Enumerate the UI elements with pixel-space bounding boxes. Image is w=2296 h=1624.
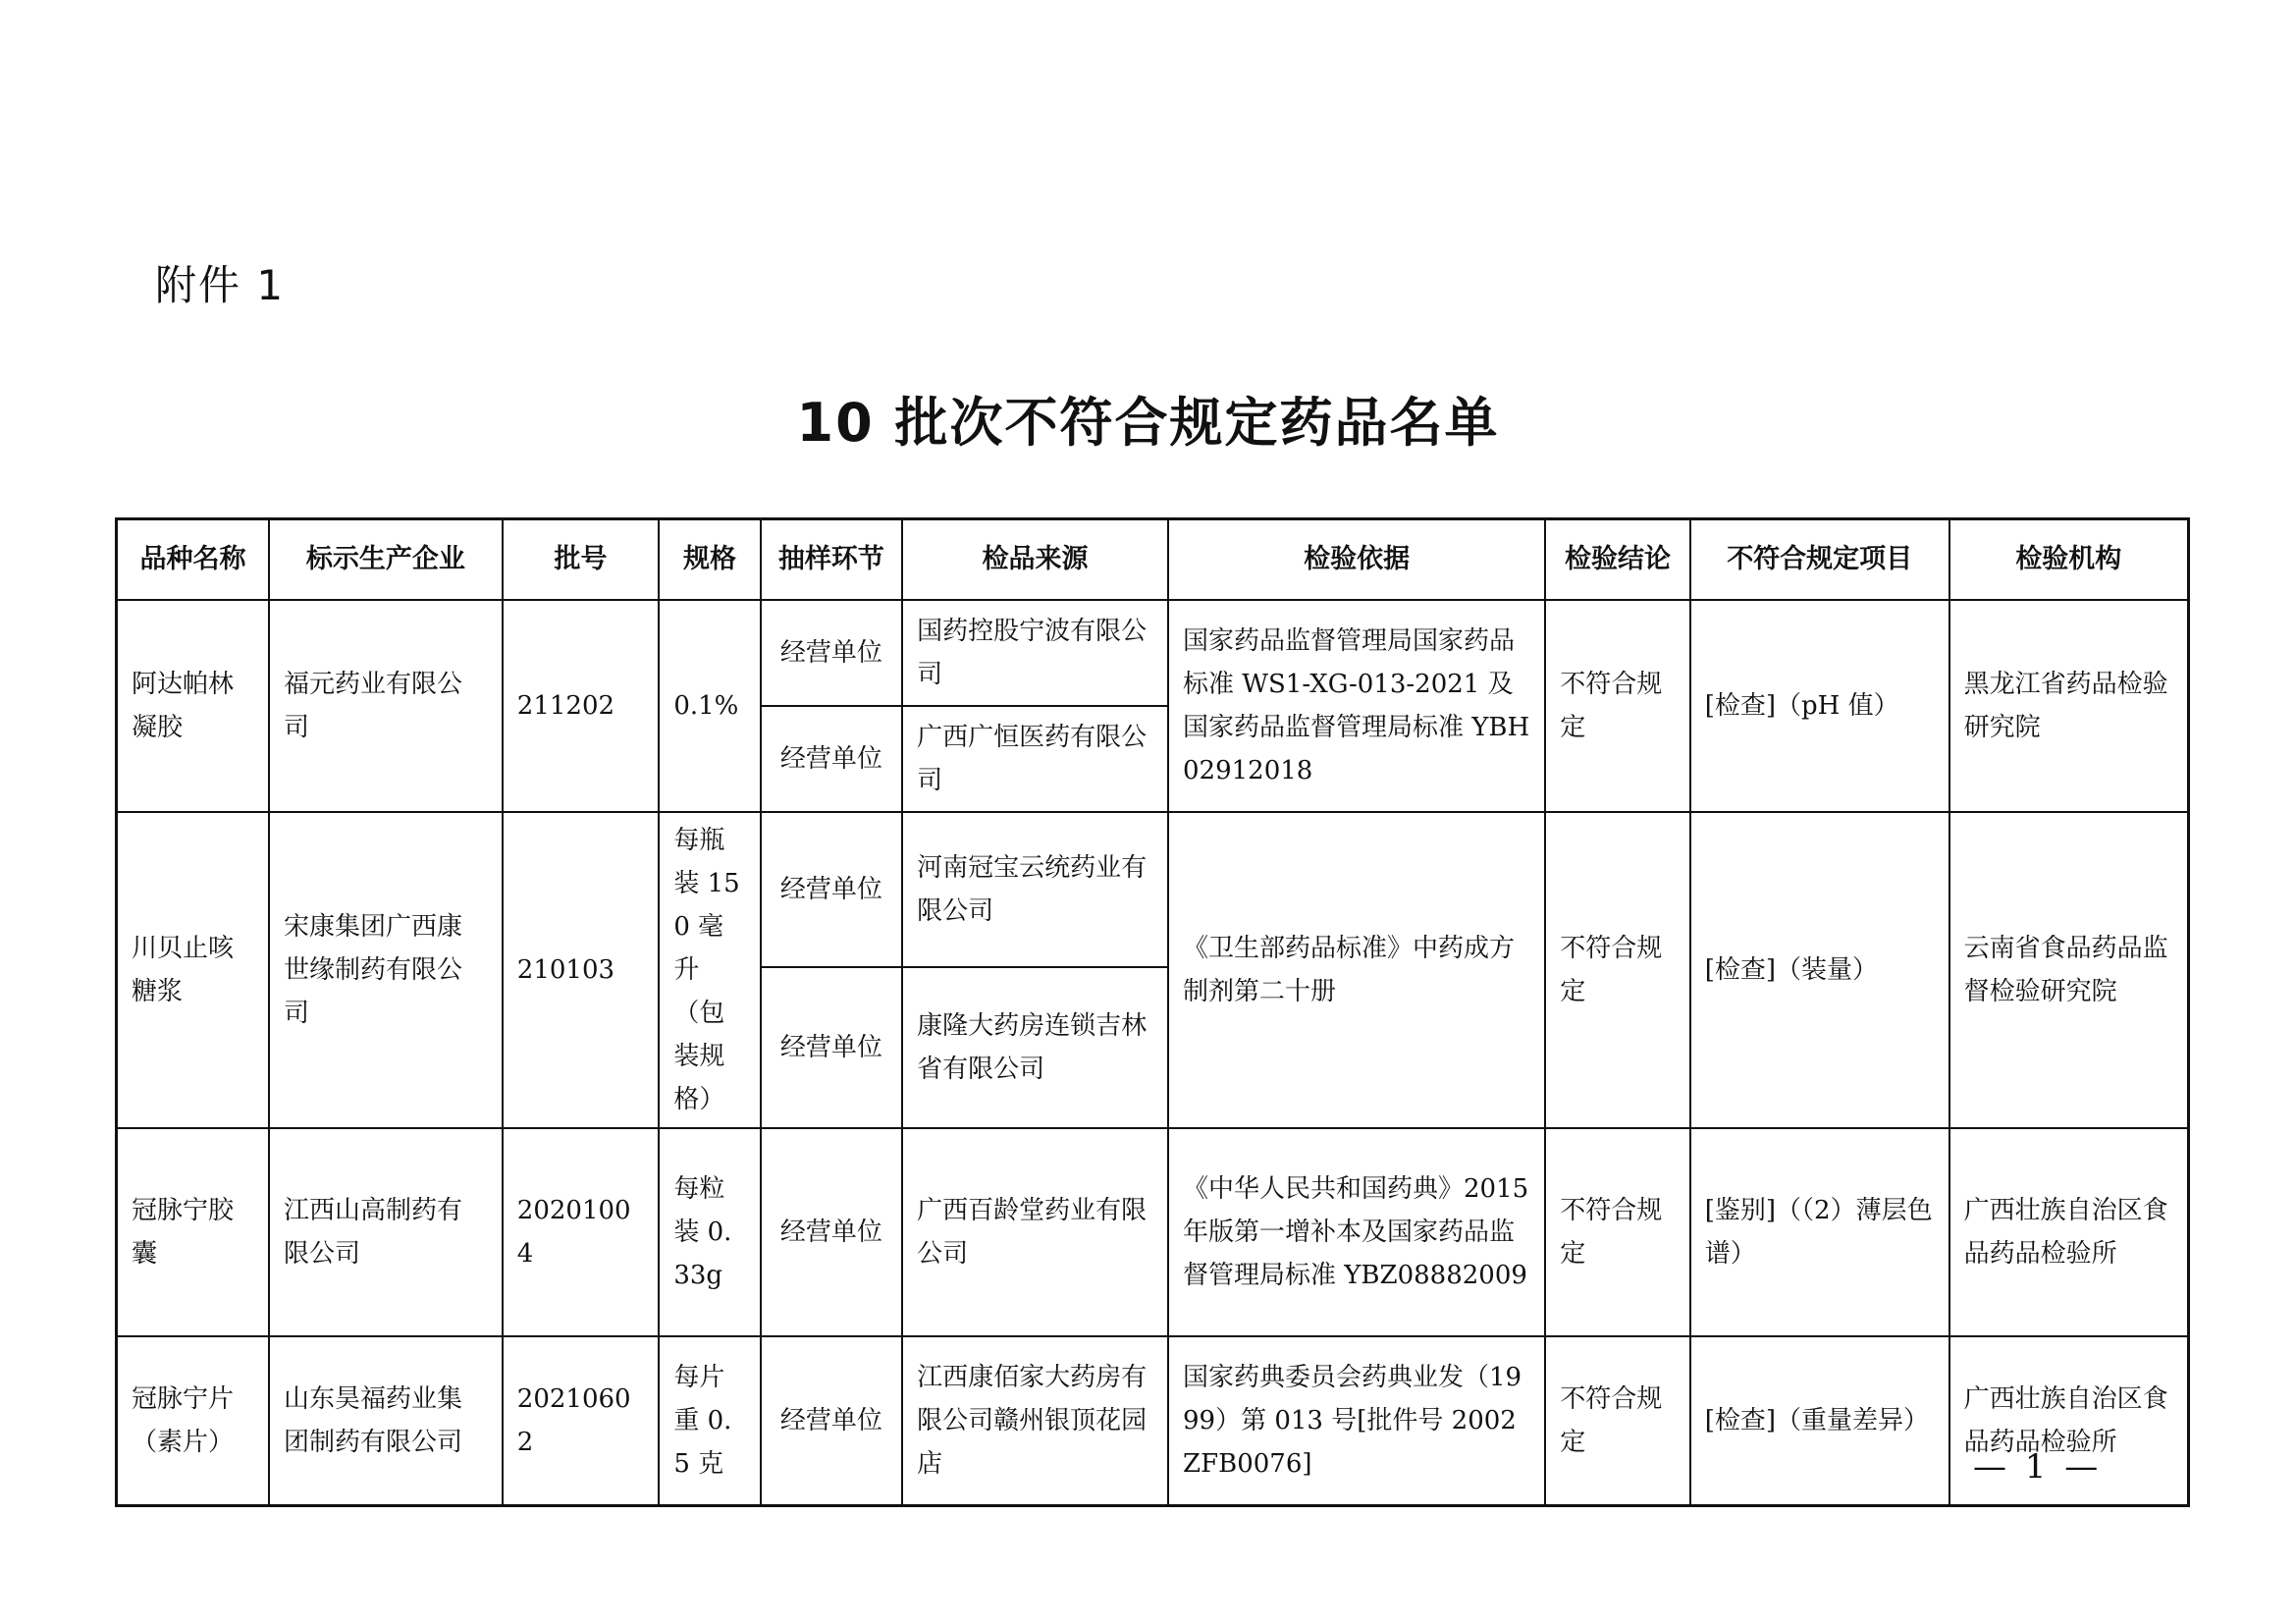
drug-name-cell: 冠脉宁胶囊 [117,1128,270,1336]
spec-cell: 每片重 0.5 克 [659,1336,760,1505]
header-conclusion: 检验结论 [1545,519,1689,601]
basis-cell: 国家药品监督管理局国家药品标准 WS1-XG-013-2021 及国家药品监督管理局标准 YBH02912018 [1168,600,1545,812]
batch-cell: 20201004 [503,1128,660,1336]
institute-cell: 广西壮族自治区食品药品检验所 [1949,1128,2189,1336]
drug-name-cell: 川贝止咳糖浆 [117,812,270,1128]
sampling-cell: 经营单位 [761,600,902,706]
document-title: 10 批次不符合规定药品名单 [796,392,1500,454]
conclusion-cell: 不符合规定 [1545,600,1689,812]
company-cell: 福元药业有限公司 [269,600,503,812]
table-header-row [117,519,2189,601]
spec-cell: 每粒装 0.33g [659,1128,760,1336]
basis-cell: 国家药典委员会药典业发（1999）第 013 号[批件号 2002ZFB0076] [1168,1336,1545,1505]
nonconforming-item-cell: [检查]（重量差异） [1690,1336,1949,1505]
basis-cell: 《卫生部药品标准》中药成方制剂第二十册 [1168,812,1545,1128]
batch-cell: 211202 [503,600,660,812]
conclusion-cell: 不符合规定 [1545,812,1689,1128]
header-company: 标示生产企业 [269,519,503,601]
sampling-cell: 经营单位 [761,967,902,1128]
nonconforming-item-cell: [鉴别]（（2）薄层色谱） [1690,1128,1949,1336]
nonconforming-item-cell: [检查]（装量） [1690,812,1949,1128]
batch-cell: 210103 [503,812,660,1128]
source-cell: 广西百龄堂药业有限公司 [902,1128,1168,1336]
nonconforming-drug-table [115,517,2190,1507]
sampling-cell: 经营单位 [761,1128,902,1336]
conclusion-cell: 不符合规定 [1545,1128,1689,1336]
batch-cell: 20210602 [503,1336,660,1505]
header-basis: 检验依据 [1168,519,1545,601]
sampling-cell: 经营单位 [761,706,902,812]
page-number: — 1 — [1973,1447,2103,1487]
attachment-label: 附件 1 [155,261,286,309]
header-source: 检品来源 [902,519,1168,601]
table-row [117,1336,2189,1505]
drug-name-cell: 冠脉宁片（素片） [117,1336,270,1505]
institute-cell: 黑龙江省药品检验研究院 [1949,600,2189,812]
source-cell: 康隆大药房连锁吉林省有限公司 [902,967,1168,1128]
header-batch: 批号 [503,519,660,601]
source-cell: 国药控股宁波有限公司 [902,600,1168,706]
company-cell: 宋康集团广西康世缘制药有限公司 [269,812,503,1128]
source-cell: 广西广恒医药有限公司 [902,706,1168,812]
source-cell: 江西康佰家大药房有限公司赣州银顶花园店 [902,1336,1168,1505]
sampling-cell: 经营单位 [761,1336,902,1505]
company-cell: 江西山高制药有限公司 [269,1128,503,1336]
institute-cell: 广西壮族自治区食品药品检验所 [1949,1336,2189,1505]
spec-cell: 每瓶装 150 毫升（包装规格） [659,812,760,1128]
basis-cell: 《中华人民共和国药典》2015 年版第一增补本及国家药品监督管理局标准 YBZ08882009 [1168,1128,1545,1336]
company-cell: 山东昊福药业集团制药有限公司 [269,1336,503,1505]
header-sampling: 抽样环节 [761,519,902,601]
header-name: 品种名称 [117,519,270,601]
table-row [117,812,2189,967]
spec-cell: 0.1% [659,600,760,812]
header-item: 不符合规定项目 [1690,519,1949,601]
drug-name-cell: 阿达帕林凝胶 [117,600,270,812]
header-spec: 规格 [659,519,760,601]
sampling-cell: 经营单位 [761,812,902,967]
source-cell: 河南冠宝云统药业有限公司 [902,812,1168,967]
table-row [117,600,2189,706]
nonconforming-item-cell: [检查]（pH 值） [1690,600,1949,812]
table-row [117,1128,2189,1336]
institute-cell: 云南省食品药品监督检验研究院 [1949,812,2189,1128]
header-institute: 检验机构 [1949,519,2189,601]
conclusion-cell: 不符合规定 [1545,1336,1689,1505]
